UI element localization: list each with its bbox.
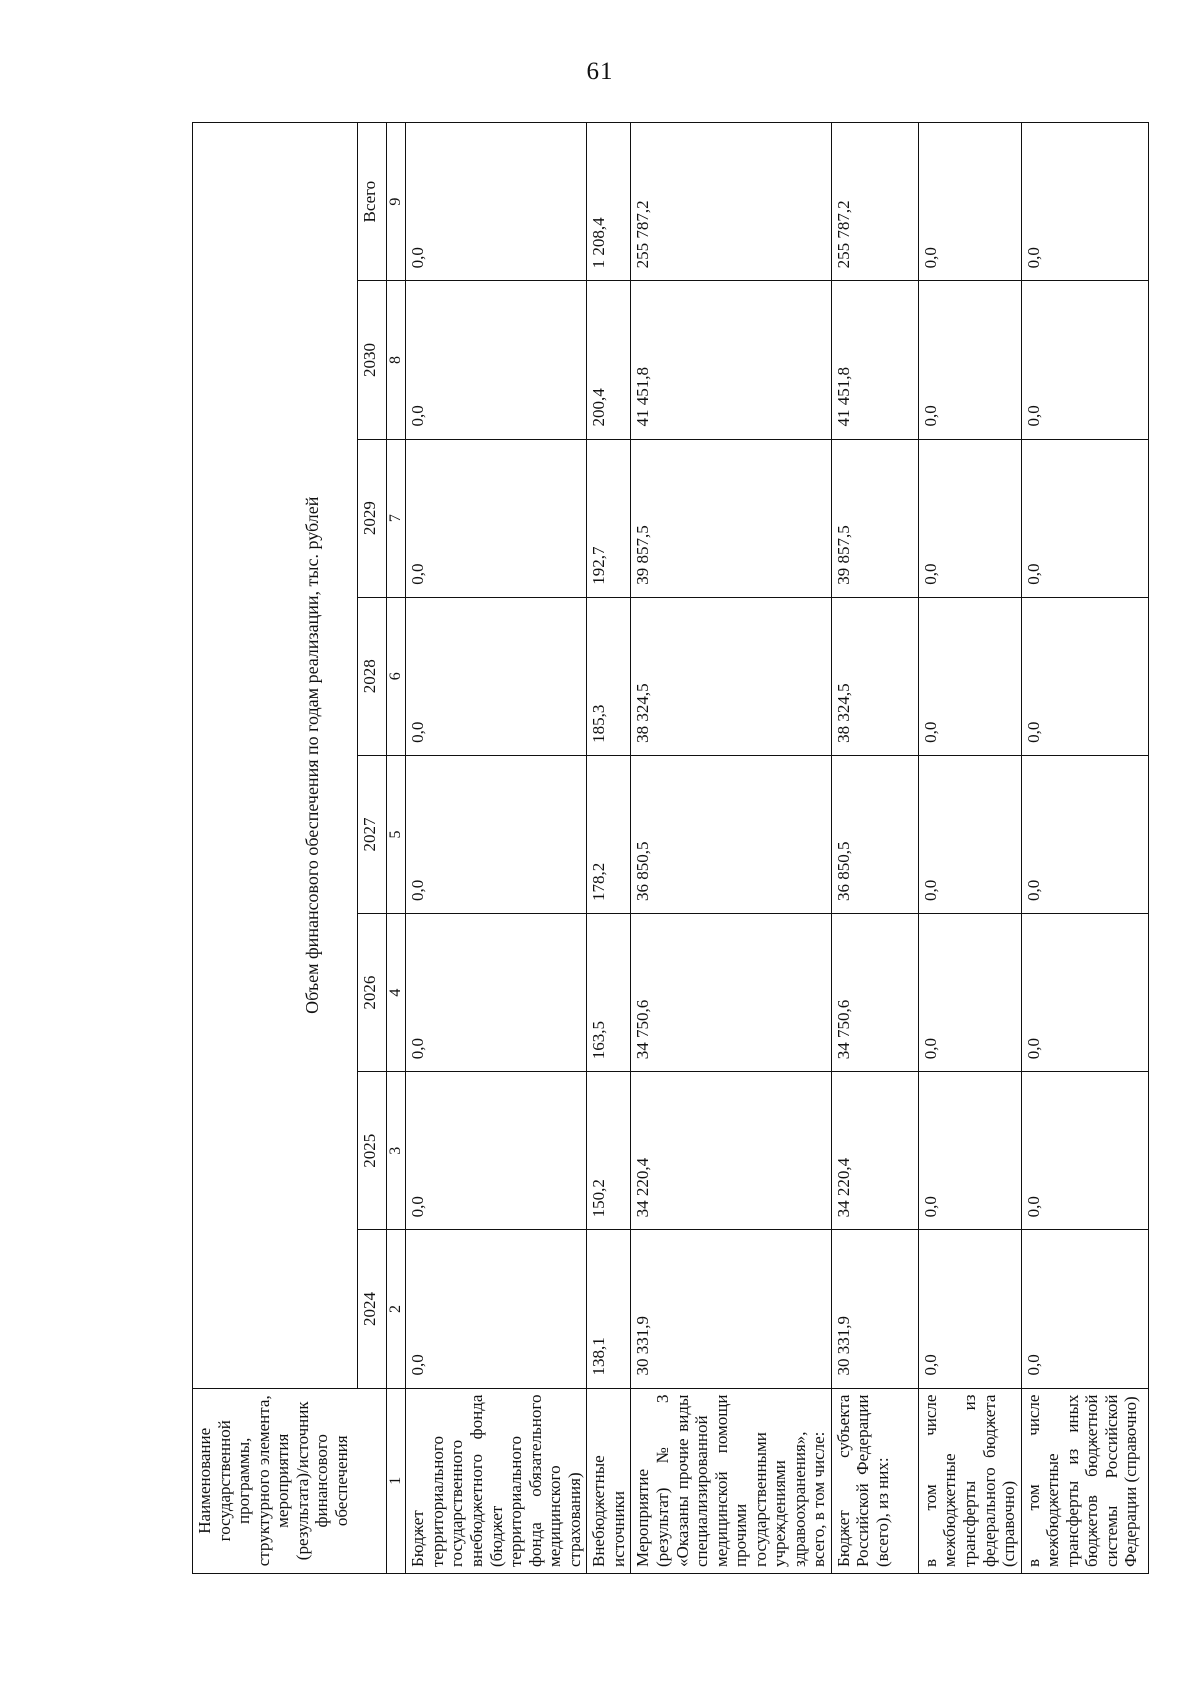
cell-value: 34 220,4 — [631, 1072, 831, 1230]
cell-value: 200,4 — [587, 281, 631, 439]
name-column-header: Наименование государственной программы, структурного элемента, мероприятия (результата)/источник финансового обеспечения — [193, 1388, 387, 1573]
table-row — [1021, 123, 1148, 1574]
row-name: Мероприятие (результат) № 3 «Оказаны прочие виды специализированной медицинской помощи прочими государственными учреждениями здравоохранения», всего, в том числе: — [631, 1388, 831, 1573]
total-header: Всего — [358, 123, 387, 281]
row-name: Бюджет субъекта Российской Федерации (всего), из них: — [831, 1388, 918, 1573]
year-header: 2025 — [358, 1072, 387, 1230]
cell-value: 138,1 — [587, 1230, 631, 1388]
cell-total: 255 787,2 — [631, 123, 831, 281]
cell-value: 0,0 — [1021, 755, 1148, 913]
cell-value: 30 331,9 — [831, 1230, 918, 1388]
cell-value: 39 857,5 — [831, 439, 918, 597]
column-number: 3 — [387, 1072, 406, 1230]
table-row — [631, 123, 831, 1574]
page-number: 61 — [586, 58, 614, 85]
cell-value: 0,0 — [406, 1072, 587, 1230]
year-header: 2029 — [358, 439, 387, 597]
column-number: 1 — [387, 1388, 406, 1573]
cell-value: 0,0 — [1021, 1072, 1148, 1230]
column-number: 6 — [387, 597, 406, 755]
year-header: 2026 — [358, 914, 387, 1072]
column-number: 2 — [387, 1230, 406, 1388]
cell-value: 0,0 — [406, 439, 587, 597]
column-number: 7 — [387, 439, 406, 597]
column-number: 4 — [387, 914, 406, 1072]
cell-total: 1 208,4 — [587, 123, 631, 281]
cell-value: 0,0 — [1021, 439, 1148, 597]
cell-value: 38 324,5 — [831, 597, 918, 755]
cell-value: 38 324,5 — [631, 597, 831, 755]
table-row — [406, 123, 587, 1574]
cell-value: 34 750,6 — [831, 914, 918, 1072]
year-header: 2027 — [358, 755, 387, 913]
years-row — [358, 123, 387, 1574]
cell-value: 0,0 — [918, 1072, 1021, 1230]
cell-value: 192,7 — [587, 439, 631, 597]
cell-value: 41 451,8 — [631, 281, 831, 439]
rotated-table-container — [192, 122, 1149, 1574]
cell-total: 0,0 — [406, 123, 587, 281]
table-row — [587, 123, 631, 1574]
cell-value: 30 331,9 — [631, 1230, 831, 1388]
column-number: 9 — [387, 123, 406, 281]
cell-value: 0,0 — [406, 755, 587, 913]
cell-value: 0,0 — [918, 597, 1021, 755]
cell-value: 0,0 — [1021, 914, 1148, 1072]
cell-value: 36 850,5 — [831, 755, 918, 913]
table-row — [831, 123, 918, 1574]
year-header: 2028 — [358, 597, 387, 755]
cell-value: 185,3 — [587, 597, 631, 755]
cell-value: 0,0 — [1021, 1230, 1148, 1388]
cell-total: 0,0 — [918, 123, 1021, 281]
cell-value: 0,0 — [918, 755, 1021, 913]
year-header: 2024 — [358, 1230, 387, 1388]
volume-header: Объем финансового обеспечения по годам реализации, тыс. рублей — [193, 123, 358, 1389]
cell-value: 0,0 — [918, 914, 1021, 1072]
row-name: Внебюджетные источники — [587, 1388, 631, 1573]
cell-value: 0,0 — [406, 1230, 587, 1388]
cell-value: 150,2 — [587, 1072, 631, 1230]
cell-value: 0,0 — [918, 1230, 1021, 1388]
row-name: Бюджет территориального государственного внебюджетного фонда (бюджет территориального фонда обязательного медицинского страхования) — [406, 1388, 587, 1573]
cell-value: 0,0 — [918, 439, 1021, 597]
table-row — [918, 123, 1021, 1574]
year-header: 2030 — [358, 281, 387, 439]
cell-value: 0,0 — [918, 281, 1021, 439]
financing-table — [192, 122, 1149, 1574]
cell-value: 178,2 — [587, 755, 631, 913]
cell-value: 0,0 — [1021, 597, 1148, 755]
cell-value: 39 857,5 — [631, 439, 831, 597]
row-name: в том числе межбюджетные трансферты из федерального бюджета (справочно) — [918, 1388, 1021, 1573]
cell-value: 163,5 — [587, 914, 631, 1072]
cell-total: 255 787,2 — [831, 123, 918, 281]
column-numbers-row — [387, 123, 406, 1574]
cell-value: 36 850,5 — [631, 755, 831, 913]
row-name: в том числе межбюджетные трансферты из иных бюджетов бюджетной системы Российской Федерации (справочно) — [1021, 1388, 1148, 1573]
cell-value: 41 451,8 — [831, 281, 918, 439]
cell-value: 34 220,4 — [831, 1072, 918, 1230]
cell-value: 0,0 — [406, 597, 587, 755]
cell-value: 34 750,6 — [631, 914, 831, 1072]
cell-value: 0,0 — [406, 281, 587, 439]
column-number: 8 — [387, 281, 406, 439]
column-number: 5 — [387, 755, 406, 913]
cell-total: 0,0 — [1021, 123, 1148, 281]
cell-value: 0,0 — [406, 914, 587, 1072]
cell-value: 0,0 — [1021, 281, 1148, 439]
header-row — [193, 123, 358, 1574]
